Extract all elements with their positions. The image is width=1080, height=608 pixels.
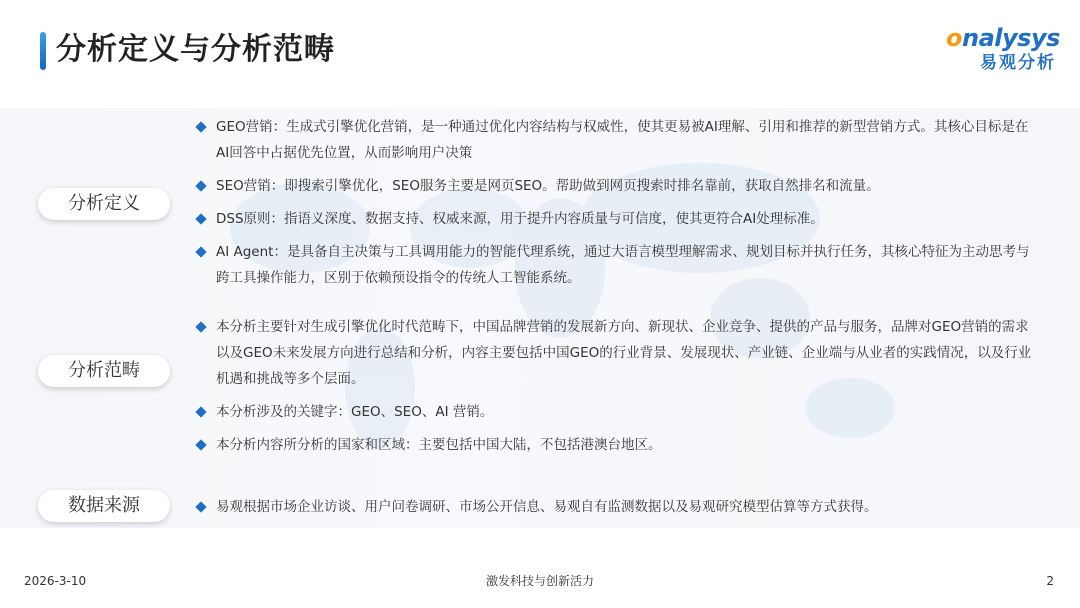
logo-wordmark: onalysys: [946, 24, 1060, 52]
section-pill-data-source: 数据来源: [38, 490, 170, 522]
list-item: 易观根据市场企业访谈、用户问卷调研、市场公开信息、易观自有监测数据以及易观研究模型估算等方式获得。: [196, 494, 1036, 520]
list-item: 本分析涉及的关键字：GEO、SEO、AI 营销。: [196, 399, 1036, 425]
list-item: AI Agent：是具备自主决策与工具调用能力的智能代理系统，通过大语言模型理解需求、规划目标并执行任务，其核心特征为主动思考与跨工具操作能力，区别于依赖预设指令的传统人工智能系统。: [196, 239, 1036, 291]
diamond-bullet-icon: [195, 121, 206, 132]
section-pill-scope: 分析范畴: [38, 355, 170, 387]
list-item: 本分析主要针对生成引擎优化时代范畴下，中国品牌营销的发展新方向、新现状、企业竞争、提供的产品与服务，品牌对GEO营销的需求以及GEO未来发展方向进行总结和分析，内容主要包括中国GEO的行业背景、发展现状、产业链、企业端与从业者的实践情况，以及行业机遇和挑战等多个层面。: [196, 314, 1036, 392]
diamond-bullet-icon: [195, 180, 206, 191]
page-title: 分析定义与分析范畴: [56, 32, 335, 67]
diamond-bullet-icon: [195, 246, 206, 257]
scope-bullets: [196, 314, 1036, 465]
section-pill-definition: 分析定义: [38, 188, 170, 220]
data-source-bullets: [196, 494, 1036, 527]
footer-slogan: 激发科技与创新活力: [485, 574, 594, 588]
title-accent-bar: [40, 32, 46, 70]
diamond-bullet-icon: [195, 501, 206, 512]
content-panel: [0, 108, 1080, 528]
diamond-bullet-icon: [195, 321, 206, 332]
analysys-logo: [946, 24, 1060, 80]
list-item: 本分析内容所分析的国家和区域：主要包括中国大陆，不包括港澳台地区。: [196, 432, 1036, 458]
list-item: SEO营销：即搜索引擎优化，SEO服务主要是网页SEO。帮助做到网页搜索时排名靠前，获取自然排名和流量。: [196, 173, 1036, 199]
page-number: 2: [1046, 574, 1054, 588]
diamond-bullet-icon: [195, 406, 206, 417]
definition-bullets: [196, 114, 1036, 298]
diamond-bullet-icon: [195, 213, 206, 224]
logo-chinese-name: 易观分析: [980, 53, 1056, 73]
list-item: DSS原则：指语义深度、数据支持、权威来源，用于提升内容质量与可信度，使其更符合AI处理标准。: [196, 206, 1036, 232]
list-item: GEO营销：生成式引擎优化营销，是一种通过优化内容结构与权威性，使其更易被AI理解、引用和推荐的新型营销方式。其核心目标是在AI回答中占据优先位置，从而影响用户决策: [196, 114, 1036, 166]
diamond-bullet-icon: [195, 439, 206, 450]
footer-date: 2026-3-10: [24, 574, 87, 588]
